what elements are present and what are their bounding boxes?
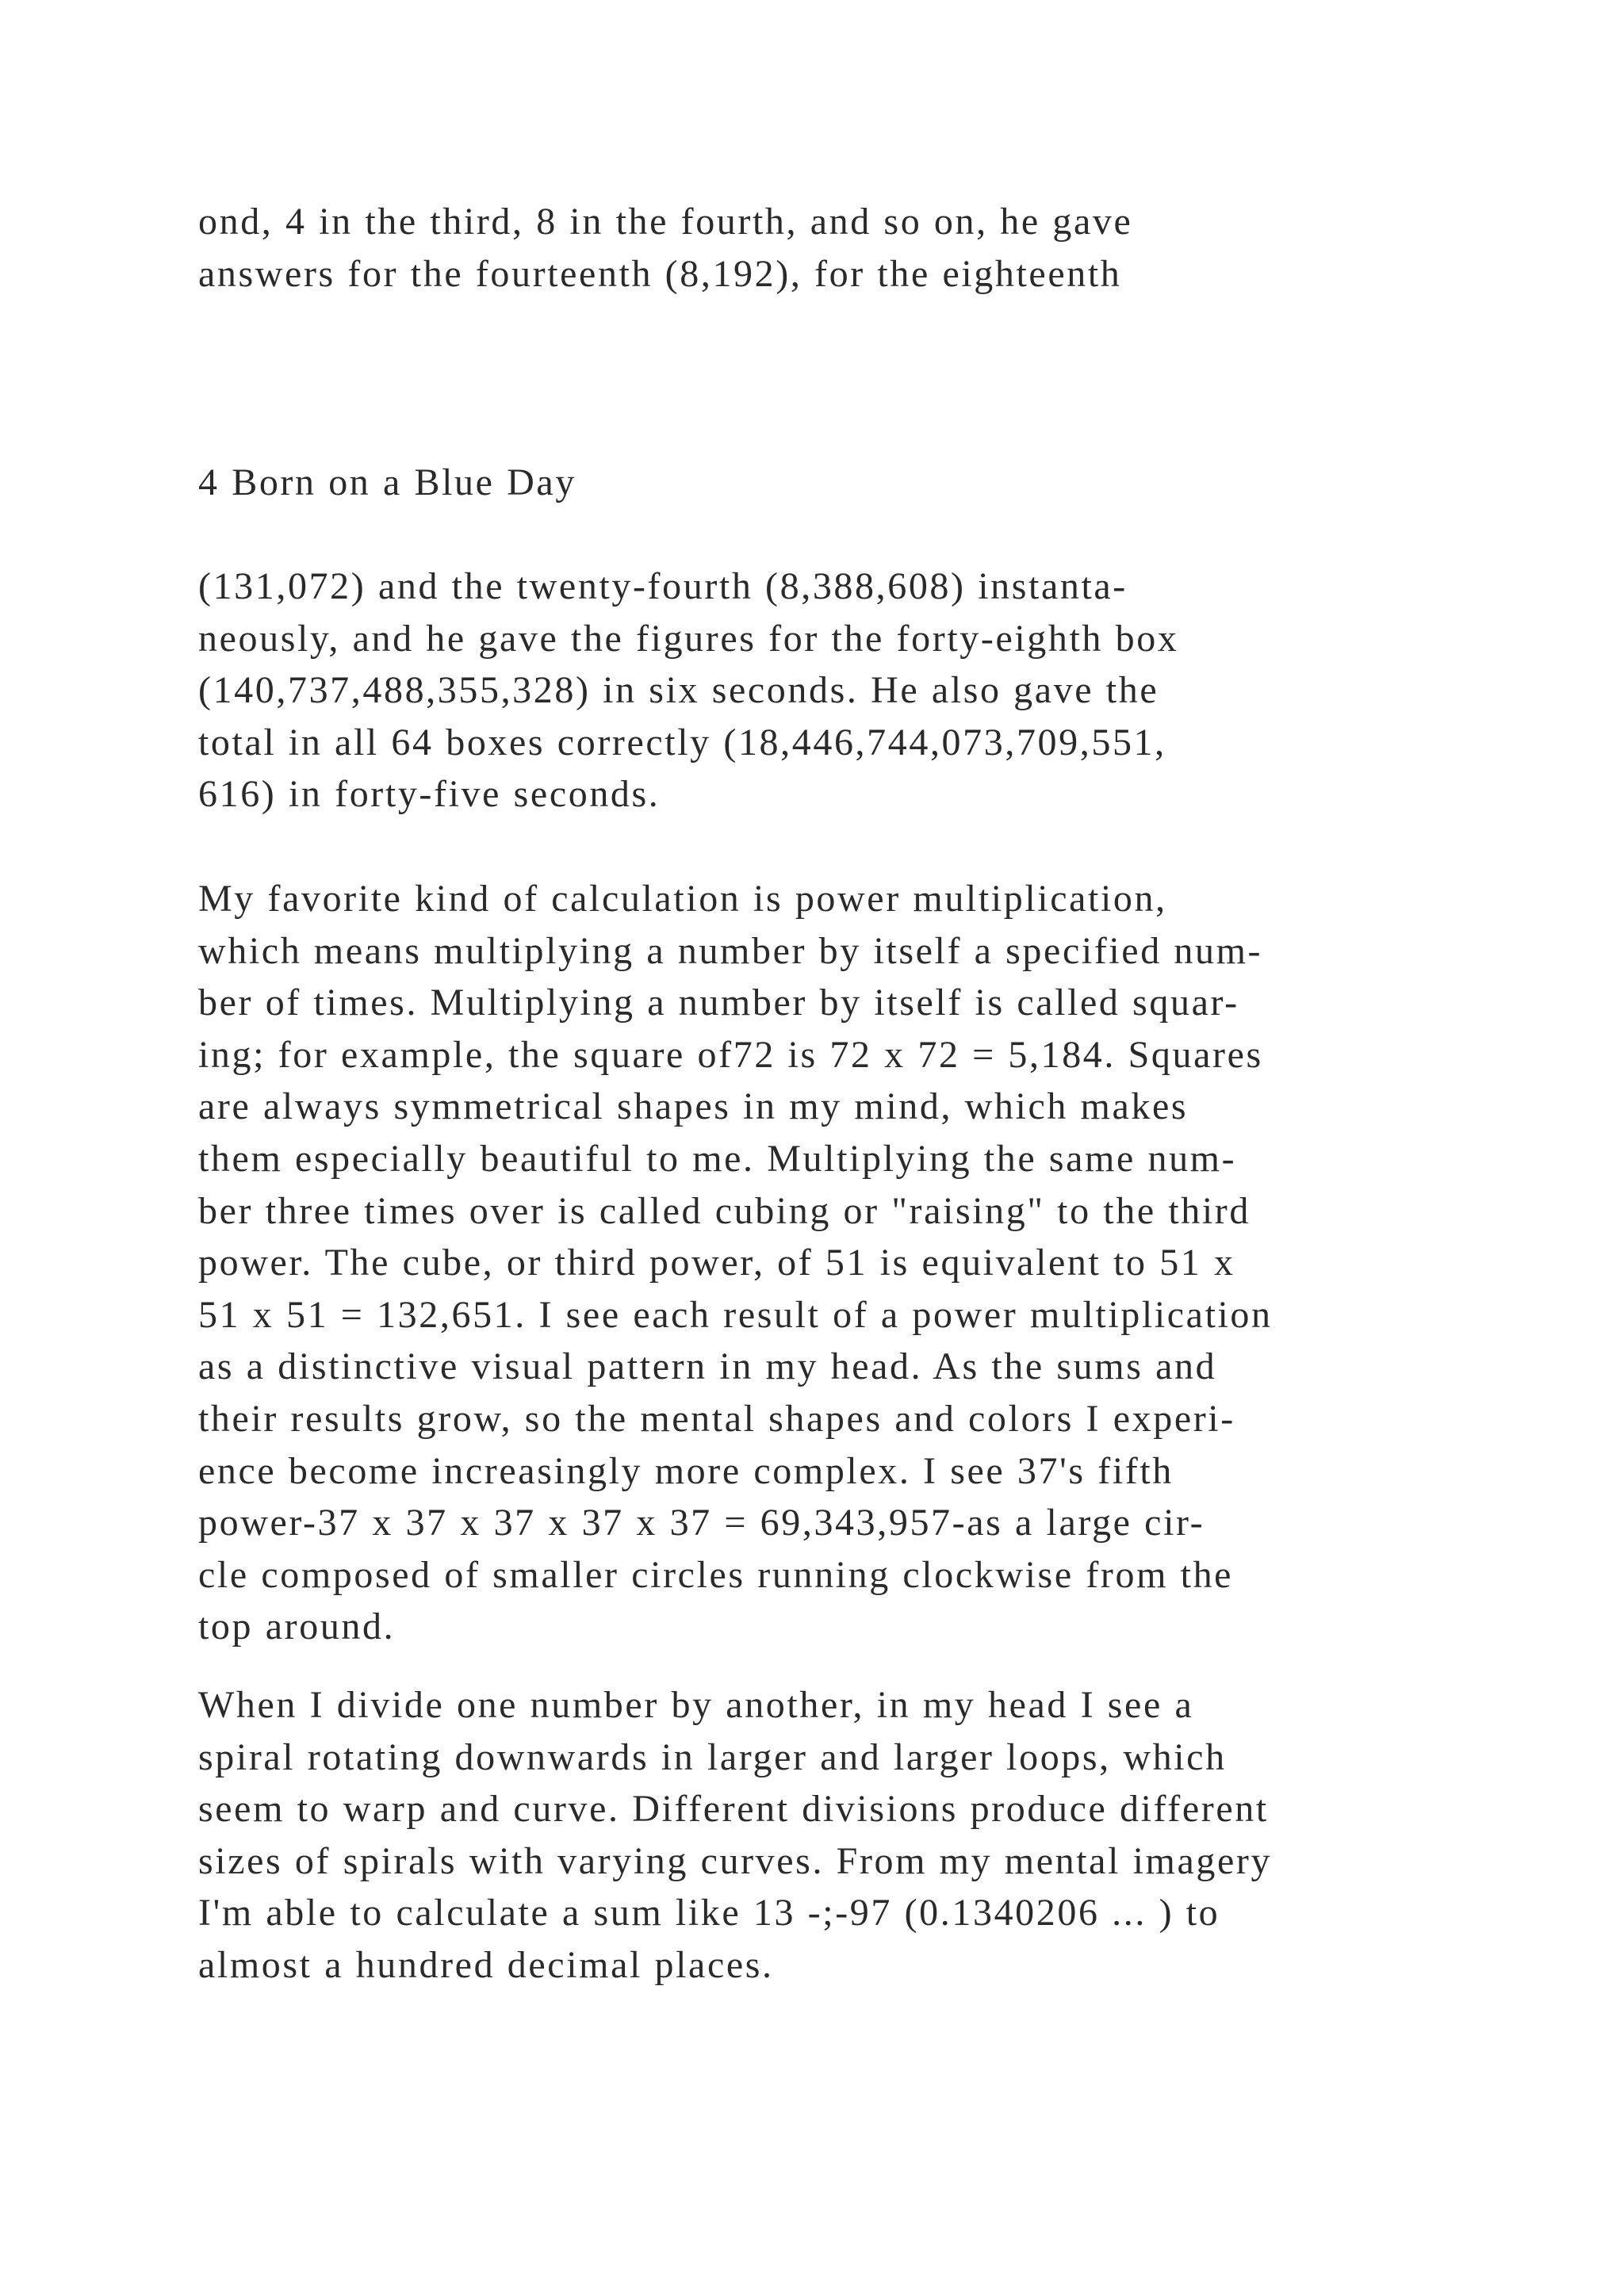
page-header-title: 4 Born on a Blue Day bbox=[198, 461, 576, 503]
text-line: (131,072) and the twenty-fourth (8,388,608) instanta- bbox=[198, 565, 1128, 607]
text-line: power. The cube, or third power, of 51 is equivalent to 51 x bbox=[198, 1242, 1235, 1284]
text-line: sizes of spirals with varying curves. From my mental imagery bbox=[198, 1839, 1273, 1882]
text-line: 616) in forty-five seconds. bbox=[198, 773, 661, 816]
text-line: almost a hundred decimal places. bbox=[198, 1943, 774, 1986]
text-line: spiral rotating downwards in larger and larger loops, which bbox=[198, 1735, 1227, 1778]
text-line: cle composed of smaller circles running clockwise from the bbox=[198, 1553, 1234, 1596]
text-line: seem to warp and curve. Different divisions produce different bbox=[198, 1788, 1269, 1831]
text-line: their results grow, so the mental shapes and colors I experi- bbox=[198, 1397, 1235, 1440]
text-line: which means multiplying a number by itself a specified num- bbox=[198, 929, 1263, 972]
text-line: When I divide one number by another, in my head I see a bbox=[198, 1684, 1194, 1726]
text-line: 51 x 51 = 132,651. I see each result of a power multiplication bbox=[198, 1293, 1273, 1336]
text-line: as a distinctive visual pattern in my head. As the sums and bbox=[198, 1345, 1217, 1388]
text-line: top around. bbox=[198, 1605, 396, 1648]
text-line: ence become increasingly more complex. I see 37's fifth bbox=[198, 1449, 1174, 1492]
text-line: (140,737,488,355,328) in six seconds. He also gave the bbox=[198, 669, 1159, 712]
text-line: total in all 64 boxes correctly (18,446,744,073,709,551, bbox=[198, 721, 1166, 763]
paragraph-division-spirals bbox=[198, 1679, 1272, 1992]
text-line: power-37 x 37 x 37 x 37 x 37 = 69,343,957-as a large cir- bbox=[198, 1502, 1205, 1544]
text-line: neously, and he gave the figures for the forty-eighth box bbox=[198, 617, 1179, 660]
paragraph-chessboard-figures bbox=[198, 561, 1178, 821]
text-line: are always symmetrical shapes in my mind, which makes bbox=[198, 1085, 1189, 1128]
text-line: ber of times. Multiplying a number by itself is called squar- bbox=[198, 982, 1239, 1024]
text-line: answers for the fourteenth (8,192), for the eighteenth bbox=[198, 252, 1122, 295]
paragraph-power-multiplication bbox=[198, 873, 1273, 1653]
text-line: ing; for example, the square of72 is 72 x 72 = 5,184. Squares bbox=[198, 1033, 1263, 1076]
text-line: I'm able to calculate a sum like 13 -;-97 (0.1340206 ... ) to bbox=[198, 1892, 1220, 1934]
text-line: My favorite kind of calculation is power multiplication, bbox=[198, 878, 1167, 920]
text-line: them especially beautiful to me. Multiplying the same num- bbox=[198, 1137, 1237, 1180]
continued-paragraph-fragment bbox=[198, 196, 1132, 300]
text-line: ond, 4 in the third, 8 in the fourth, and so on, he gave bbox=[198, 201, 1133, 243]
running-header bbox=[198, 457, 576, 509]
text-line: ber three times over is called cubing or "raising" to the third bbox=[198, 1189, 1251, 1232]
